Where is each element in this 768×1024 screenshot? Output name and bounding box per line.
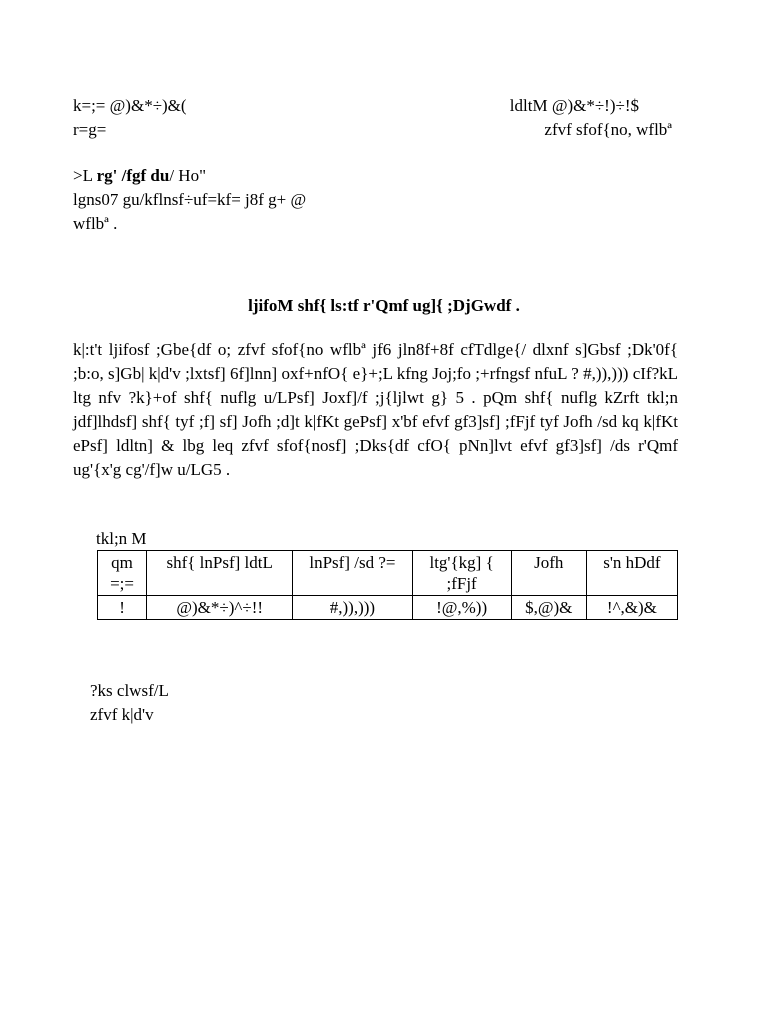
dispatch-number: r=g=	[73, 120, 107, 139]
recipient-block	[73, 164, 306, 236]
table-cell: @)&*÷)^÷!!	[147, 596, 293, 620]
recipient-name-bold: rg' /fgf du	[96, 166, 170, 185]
table-header-cell: s'n hDdf	[586, 551, 677, 596]
table-header-cell: Jofh	[511, 551, 586, 596]
table-header-cell: shf{ lnPsf] ldtL	[147, 551, 293, 596]
table-cell: !^,&)&	[586, 596, 677, 620]
letter-subject: ljifoM shf{ ls:tf r'Qmf ug]{ ;DjGwdf .	[248, 296, 520, 315]
table-cell: !@,%))	[412, 596, 511, 620]
recipient-prefix: >L	[73, 166, 97, 185]
table-row	[98, 596, 678, 620]
table-header-cell: ltg'{kg] { ;fFjf	[412, 551, 511, 596]
office-name: zfvf sfof{no, wflbª	[544, 120, 672, 139]
signatory-position: zfvf k|d'v	[90, 705, 154, 724]
recipient-address: lgns07 gu/kflnsf÷uf=kf= j8f g+ @	[73, 190, 307, 209]
table-header-row	[98, 551, 678, 596]
table-cell: $,@)&	[511, 596, 586, 620]
signature-block	[90, 679, 169, 727]
details-table	[97, 550, 678, 620]
signatory-title: ?ks clwsf/L	[90, 681, 169, 700]
recipient-name	[73, 164, 306, 188]
recipient-district: wflbª .	[73, 214, 118, 233]
table-cell: !	[98, 596, 147, 620]
reference-number: k=;= @)&*÷)&(	[73, 96, 187, 115]
header-left	[73, 94, 187, 142]
table-title: tkl;n M	[96, 529, 147, 548]
letter-body: k|:t't ljifosf ;Gbe{df o; zfvf sfof{no wflbª jf6 jln8f+8f cfTdlge{/ dlxnf s]Gbsf ;Dk'0f{ ;b:o, s]Gb| k|d'v ;lxtsf] 6f]lnn] oxf+nfO{ e}+;L kfng Joj;fo ;+rfngsf nfuL ? #,)),))) cIf?kL ltg nfv ?k}+of shf{ nuflg u/LPsf] Joxf]/f ;j{ljlwt g} 5 . pQm shf{ nuflg kZrft tkl;n jdf]lhdsf] shf{ tyf ;f] sf] Jofh ;d]t k|fKt gePsf] x'bf efvf gf3]sf] ;fFjf tyf Jofh /sd kq k|fKt ePsf] ldltn] & lbg leq zfvf sfof{nosf] ;Dks{df cfO{ pNn]lvt efvf gf3]sf] /ds r'Qmf ug'{x'g cg'/f]w u/LG5 .	[73, 340, 678, 479]
table-cell: #,)),)))	[293, 596, 412, 620]
letter-date: ldltM @)&*÷!)÷!$	[509, 96, 639, 115]
recipient-suffix: / Ho"	[169, 166, 207, 185]
table-header-cell: lnPsf] /sd ?=	[293, 551, 412, 596]
table-header-cell: qm =;=	[98, 551, 147, 596]
header-right	[510, 94, 672, 142]
